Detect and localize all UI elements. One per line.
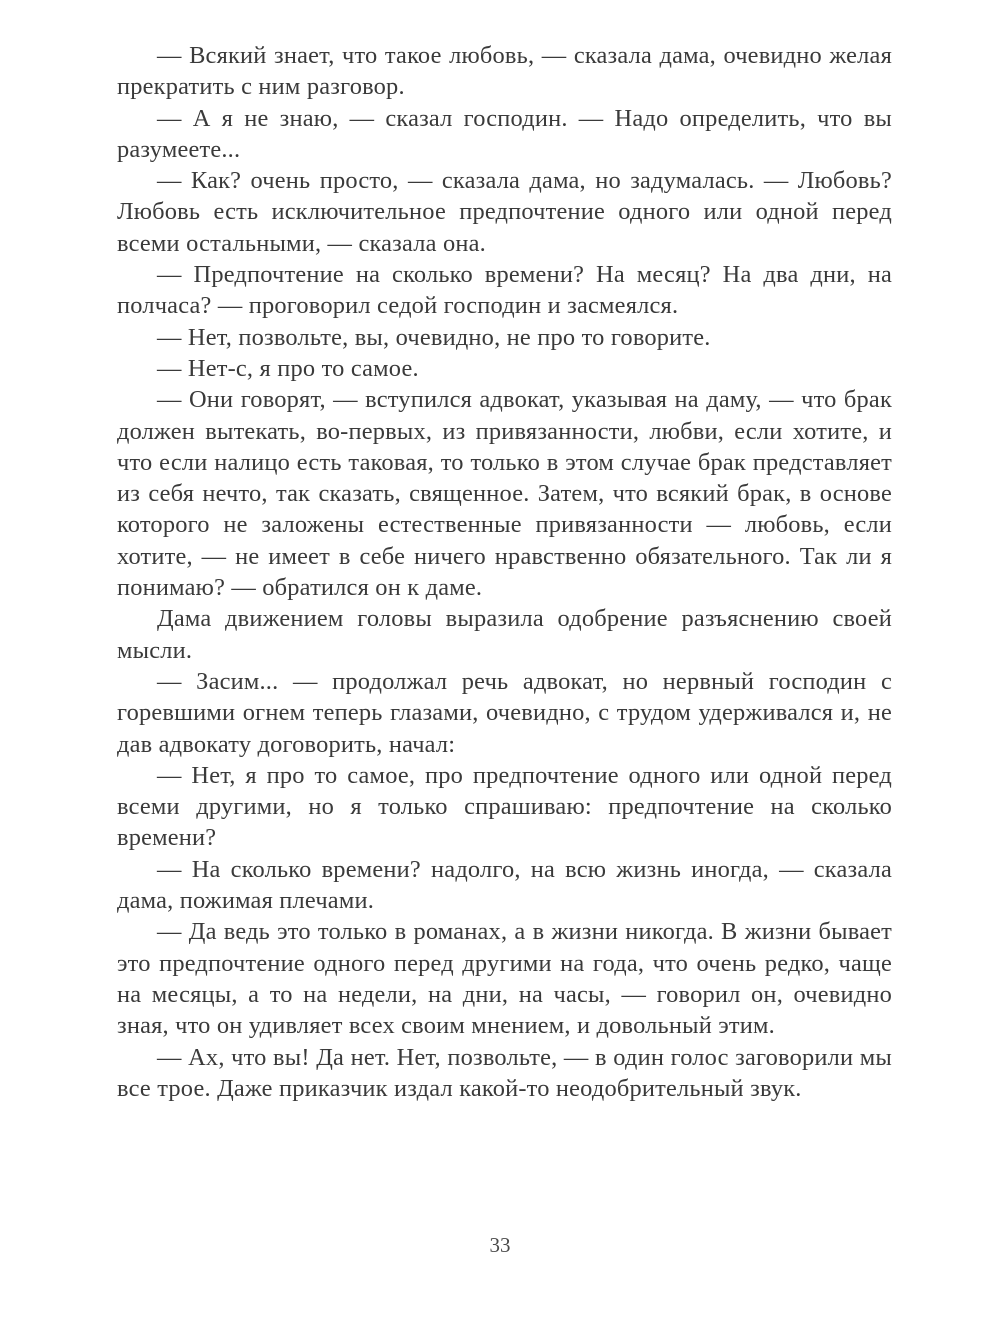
paragraph-4: — Предпочтение на сколько времени? На месяц? На два дни, на полчаса? — проговорил седой господин и засмеялся. (117, 261, 892, 320)
page-body (117, 40, 892, 1104)
paragraph-12: — Да ведь это только в романах, а в жизни никогда. В жизни бывает это предпочтение одного перед другими на года, что очень редко, чаще на месяцы, а то на недели, на дни, на часы, — говорил он, очевидно зная, что он удивляет всех своим мнением, и довольный этим. (117, 918, 892, 1040)
paragraph-3: — Как? очень просто, — сказала дама, но задумалась. — Любовь? Любовь есть исключительное предпочтение одного или одной перед всеми остальными, — сказала она. (117, 167, 892, 257)
paragraph-9: — Засим... — продолжал речь адвокат, но нервный господин с горевшими огнем теперь глазами, очевидно, с трудом удерживался и, не дав адвокату договорить, начал: (117, 667, 892, 758)
paragraph-8: Дама движением головы выразила одобрение разъяснению своей мысли. (117, 605, 892, 664)
paragraph-2: — А я не знаю, — сказал господин. — Надо определить, что вы разумеете... (117, 104, 892, 163)
paragraph-13: — Ах, что вы! Да нет. Нет, позвольте, — в один голос заговорили мы все трое. Даже приказчик издал какой-то неодобрительный звук. (117, 1043, 892, 1102)
page-number: 33 (489, 1233, 511, 1257)
paragraph-1: — Всякий знает, что такое любовь, — сказала дама, очевидно желая прекратить с ним разговор. (117, 42, 892, 101)
paragraph-5: — Нет, позвольте, вы, очевидно, не про то говорите. (157, 323, 711, 351)
paragraph-10: — Нет, я про то самое, про предпочтение одного или одной перед всеми другими, но я только спрашиваю: предпочтение на сколько времени? (117, 761, 892, 852)
paragraph-7: — Они говорят, — вступился адвокат, указывая на даму, — что брак должен вытекать, во-первых, из привязанности, любви, если хотите, и что если налицо есть таковая, то только в этом случае брак представляет из себя нечто, так сказать, священное. Затем, что всякий брак, в основе которого не заложены естественные привязанности — любовь, если хотите, — не имеет в себе ничего нравственно обязательного. Так ли я понимаю? — обратился он к даме. (117, 386, 892, 602)
paragraph-6: — Нет-с, я про то самое. (157, 354, 419, 382)
paragraph-11: — На сколько времени? надолго, на всю жизнь иногда, — сказала дама, пожимая плечами. (117, 855, 892, 915)
